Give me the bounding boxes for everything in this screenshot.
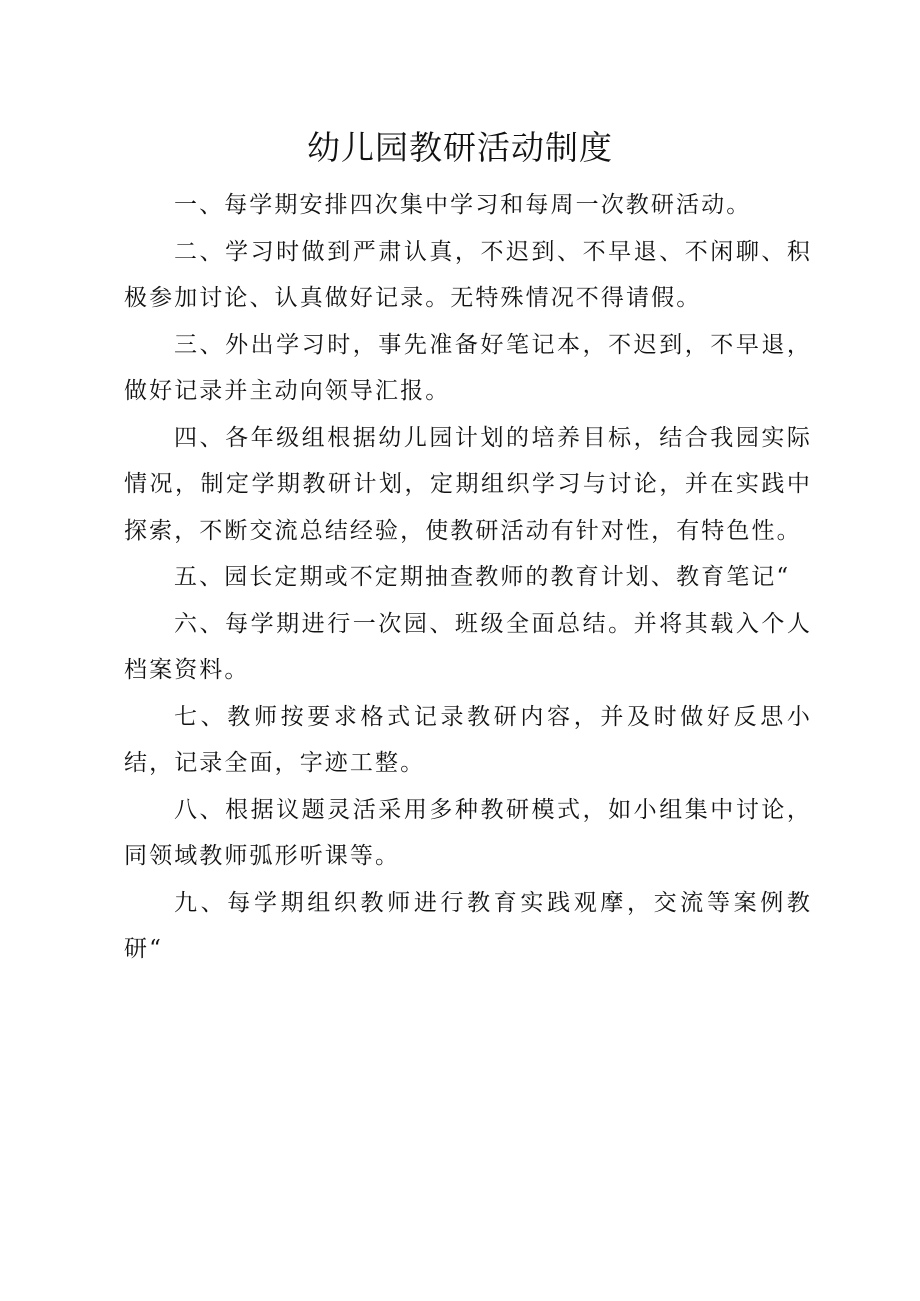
paragraph-2: 二、学习时做到严肃认真，不迟到、不早退、不闲聊、积极参加讨论、认真做好记录。无特殊情况不得请假。	[124, 238, 812, 311]
document-body	[124, 182, 812, 973]
paragraph-5: 五、园长定期或不定期抽查教师的教育计划、教育笔记“	[174, 564, 791, 590]
paragraph-1: 一、每学期安排四次集中学习和每周一次教研活动。	[174, 192, 752, 218]
paragraph-4: 四、各年级组根据幼儿园计划的培养目标，结合我园实际情况，制定学期教研计划，定期组织学习与讨论，并在实践中探索，不断交流总结经验，使教研活动有针对性，有特色性。	[124, 424, 812, 544]
paragraph-6: 六、每学期进行一次园、班级全面总结。并将其载入个人档案资料。	[124, 610, 812, 683]
paragraph-9: 九、每学期组织教师进行教育实践观摩，交流等案例教研“	[124, 889, 812, 962]
paragraph-7: 七、教师按要求格式记录教研内容，并及时做好反思小结，记录全面，字迹工整。	[124, 703, 812, 776]
paragraph-8: 八、根据议题灵活采用多种教研模式，如小组集中讨论，同领域教师弧形听课等。	[124, 796, 812, 869]
paragraph-3: 三、外出学习时，事先准备好笔记本，不迟到，不早退，做好记录并主动向领导汇报。	[124, 331, 812, 404]
document-title: 幼儿园教研活动制度	[307, 128, 613, 167]
